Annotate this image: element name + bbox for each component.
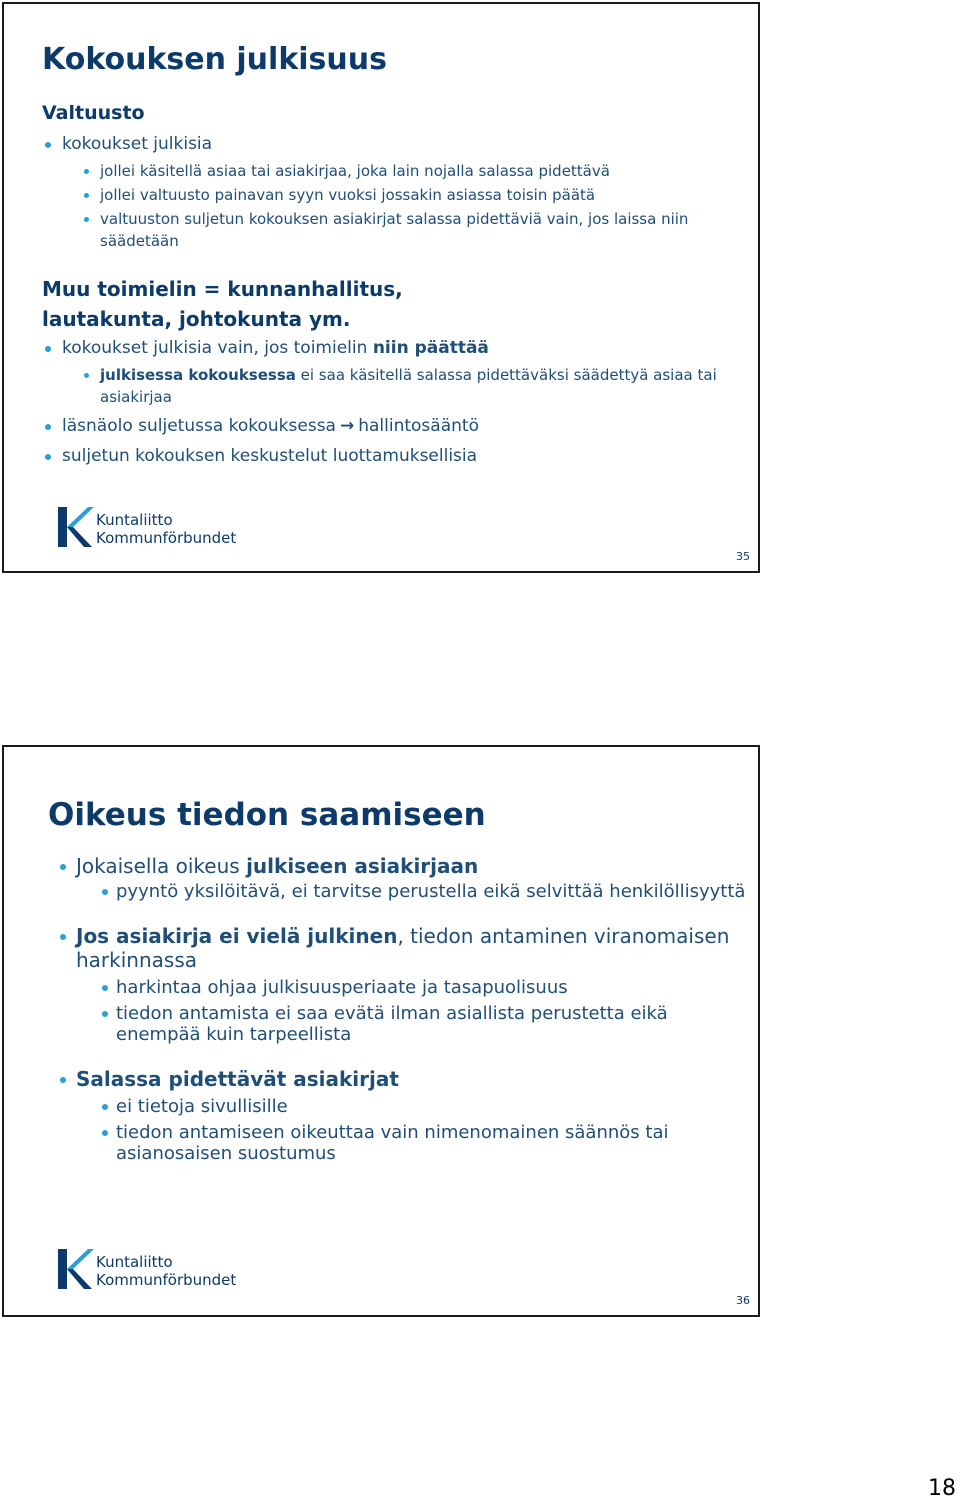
slide-36 xyxy=(2,745,760,1317)
arrow-right-icon: → xyxy=(339,416,355,436)
list-item: jollei valtuusto painavan syyn vuoksi jossakin asiassa toisin päätä xyxy=(42,184,752,206)
logo-text-kuntaliitto: Kuntaliitto xyxy=(96,1253,173,1271)
slide-number: 36 xyxy=(736,1294,750,1307)
logo-text-kuntaliitto: Kuntaliitto xyxy=(96,511,173,529)
list-item: jollei käsitellä asiaa tai asiakirjaa, joka lain nojalla salassa pidettävä xyxy=(42,160,752,182)
list-item: harkintaa ohjaa julkisuusperiaate ja tasapuolisuus xyxy=(58,977,748,998)
kuntaliitto-logo xyxy=(58,505,238,549)
list-item: Jokaisella oikeus julkiseen asiakirjaan xyxy=(58,854,748,878)
bullet-list xyxy=(42,132,752,252)
slide-title: Oikeus tiedon saamiseen xyxy=(48,797,486,833)
logo-text-kommunforbundet: Kommunförbundet xyxy=(96,529,237,547)
list-item: kokoukset julkisia xyxy=(42,132,752,156)
list-item: tiedon antamista ei saa evätä ilman asiallista perustetta eikä enempää kuin tarpeellista xyxy=(58,1003,748,1045)
bullet-list xyxy=(58,854,748,1164)
list-item: kokoukset julkisia vain, jos toimielin niin päättää xyxy=(42,336,752,360)
section-heading-valtuusto: Valtuusto xyxy=(42,102,145,124)
slide-title: Kokouksen julkisuus xyxy=(42,42,387,77)
list-item: ei tietoja sivullisille xyxy=(58,1096,748,1117)
list-item: Jos asiakirja ei vielä julkinen, tiedon antaminen viranomaisen harkinnassa xyxy=(58,924,748,972)
slide-number: 35 xyxy=(736,550,750,563)
list-item: valtuuston suljetun kokouksen asiakirjat salassa pidettäviä vain, jos laissa niin säädetään xyxy=(42,208,752,252)
page-number: 18 xyxy=(928,1476,956,1501)
bullet-list xyxy=(42,336,752,468)
logo-text-kommunforbundet: Kommunförbundet xyxy=(96,1271,237,1289)
list-item: läsnäolo suljetussa kokouksessa → hallintosääntö xyxy=(42,414,752,438)
slide-content xyxy=(42,100,752,468)
kuntaliitto-logo xyxy=(58,1247,238,1291)
list-item: Salassa pidettävät asiakirjat xyxy=(58,1067,748,1091)
list-item: pyyntö yksilöitävä, ei tarvitse perustella eikä selvittää henkilöllisyyttä xyxy=(58,881,748,902)
list-item: suljetun kokouksen keskustelut luottamuksellisia xyxy=(42,444,752,468)
kuntaliitto-logo-icon xyxy=(58,1247,94,1291)
list-item: tiedon antamiseen oikeuttaa vain nimenomainen säännös tai asianosaisen suostumus xyxy=(58,1122,748,1164)
slide-content xyxy=(58,854,748,1164)
list-item: julkisessa kokouksessa ei saa käsitellä salassa pidettäväksi säädettyä asiaa tai asiakirjaa xyxy=(42,364,752,408)
kuntaliitto-logo-icon xyxy=(58,505,94,549)
slide-35 xyxy=(2,2,760,573)
section-heading-muu-toimielin: Muu toimielin = kunnanhallitus, lautakunta, johtokunta ym. xyxy=(42,277,403,331)
